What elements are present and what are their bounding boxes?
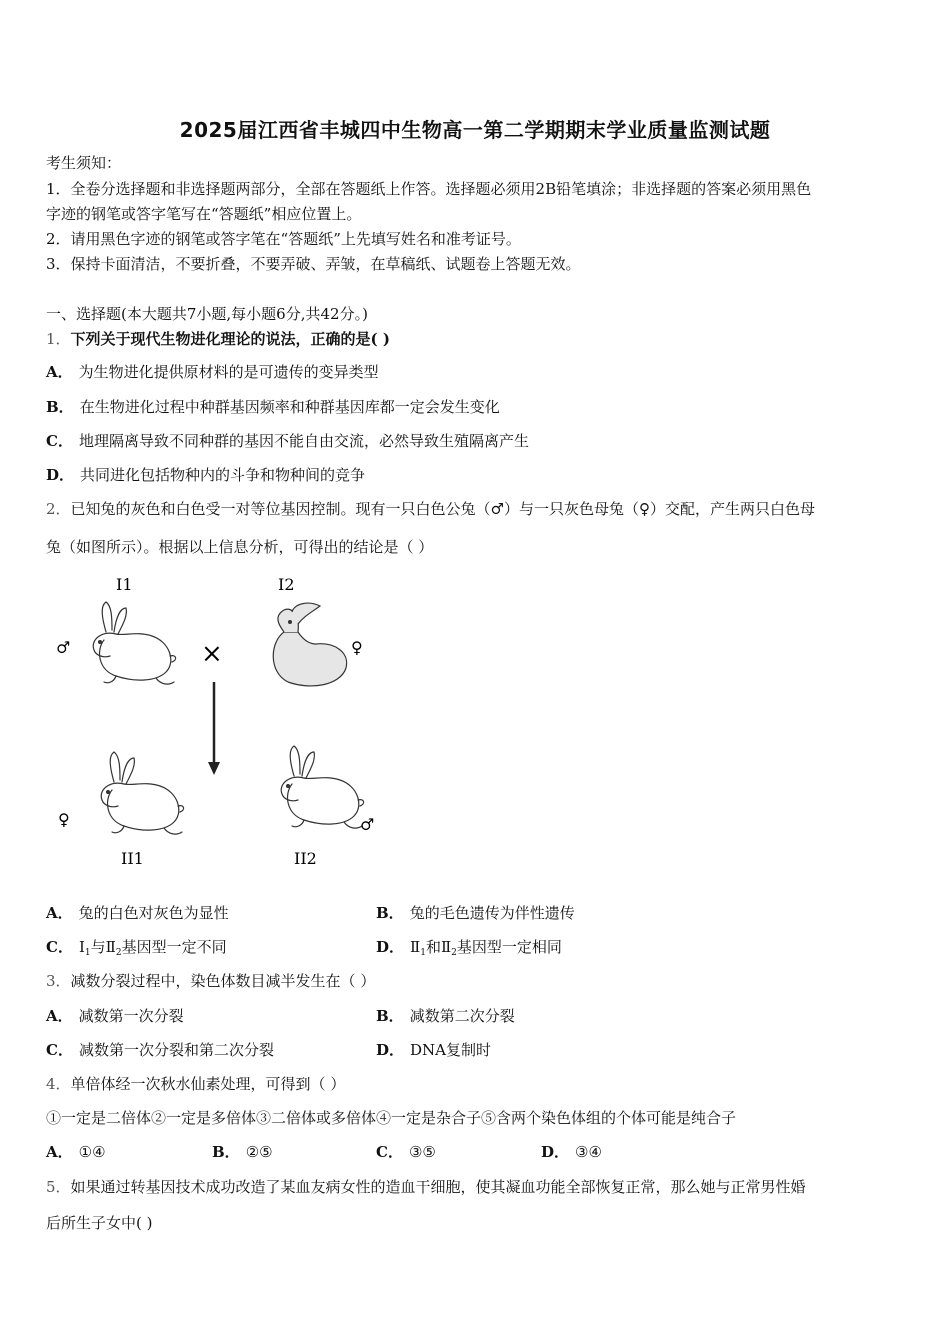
- q1-option-c: [46, 430, 529, 451]
- option-label: A．: [46, 1007, 73, 1025]
- option-text: ①④: [78, 1143, 106, 1161]
- white-rabbit-ii2: [281, 746, 363, 828]
- q2-option-c: [46, 936, 227, 958]
- notice-item-2: 2．请用黑色字迹的钢笔或答字笔在“答题纸”上先填写姓名和准考证号。: [46, 230, 521, 248]
- option-text: 地理隔离导致不同种群的基因不能自由交流，必然导致生殖隔离产生: [78, 432, 529, 450]
- question-1: [46, 328, 390, 349]
- male-symbol: ♂: [360, 815, 375, 834]
- q1-option-b: [46, 396, 500, 417]
- option-text: 减数第二次分裂: [409, 1007, 515, 1025]
- label-ii1: II1: [121, 849, 144, 868]
- q3-option-c: [46, 1039, 274, 1060]
- option-text: 共同进化包括物种内的斗争和物种间的竞争: [80, 466, 366, 484]
- question-stem: 减数分裂过程中，染色体数目减半发生在（ ）: [70, 972, 376, 990]
- option-text: 为生物进化提供原材料的是可遗传的变异类型: [78, 363, 379, 381]
- q4-option-a: [46, 1141, 106, 1162]
- q4-option-c: [376, 1141, 436, 1162]
- question-5-stem-line2: 后所生子女中( ): [46, 1214, 153, 1232]
- option-label: B．: [376, 1007, 404, 1025]
- rabbit-pedigree-figure: [46, 570, 406, 875]
- question-3: [46, 970, 375, 991]
- question-number: 4．: [46, 1075, 71, 1093]
- option-text: ③④: [575, 1143, 602, 1161]
- q4-statements: ①一定是二倍体②一定是多倍体③二倍体或多倍体④一定是杂合子⑤含两个染色体组的个体可能是纯合子: [46, 1109, 737, 1127]
- question-2: [46, 498, 815, 519]
- q3-option-b: [376, 1005, 515, 1026]
- question-2-stem-line2: 兔（如图所示）。根据以上信息分析，可得出的结论是（ ）: [46, 538, 434, 556]
- q1-option-d: [46, 464, 365, 485]
- option-label: B．: [376, 904, 404, 922]
- notice-item-1: 1．全卷分选择题和非选择题两部分，全部在答题纸上作答。选择题必须用2B铅笔填涂；非选择题的答案必须用黑色: [46, 180, 812, 198]
- question-number: 1．: [46, 330, 71, 348]
- option-label: C．: [46, 938, 73, 956]
- option-label: B．: [46, 398, 74, 416]
- white-rabbit-ii1: [101, 752, 183, 834]
- label-ii2: II2: [294, 849, 317, 868]
- q1-option-a: [46, 361, 379, 382]
- option-label: D．: [46, 466, 75, 484]
- option-text: 兔的毛色遗传为伴性遗传: [409, 904, 575, 922]
- label-i2: I2: [278, 575, 295, 594]
- option-text: 减数第一次分裂: [78, 1007, 184, 1025]
- option-label: D．: [376, 1041, 405, 1059]
- section-heading: 一、选择题(本大题共7小题,每小题6分,共42分。): [46, 305, 368, 323]
- option-text: ③⑤: [408, 1143, 436, 1161]
- option-text: 在生物进化过程中种群基因频率和种群基因库都一定会发生变化: [79, 398, 500, 416]
- q2-option-a: [46, 902, 229, 923]
- question-5: [46, 1176, 806, 1197]
- question-4: [46, 1073, 345, 1094]
- option-text: 基因型一定不同: [121, 938, 227, 956]
- option-label: B．: [212, 1143, 240, 1161]
- question-number: 2．: [46, 500, 71, 518]
- option-label: C．: [376, 1143, 403, 1161]
- q4-option-b: [212, 1141, 273, 1162]
- female-symbol: ♀: [58, 810, 70, 829]
- option-label: A．: [46, 363, 73, 381]
- option-text: 与Ⅱ: [90, 938, 116, 956]
- option-label: A．: [46, 904, 73, 922]
- subscript: 2: [451, 948, 457, 958]
- subscript: 1: [420, 948, 426, 958]
- q2-option-b: [376, 902, 575, 923]
- option-text: 基因型一定相同: [456, 938, 562, 956]
- question-stem: 下列关于现代生物进化理论的说法，正确的是( ): [70, 330, 390, 348]
- question-number: 3．: [46, 972, 71, 990]
- page-title: 2025届江西省丰城四中生物高一第二学期期末学业质量监测试题: [179, 118, 771, 142]
- notice-item-3: 3．保持卡面清洁，不要折叠，不要弄破、弄皱，在草稿纸、试题卷上答题无效。: [46, 255, 581, 273]
- label-i1: I1: [116, 575, 133, 594]
- cross-symbol: ×: [201, 639, 223, 669]
- q3-option-d: [376, 1039, 491, 1060]
- option-text: Ⅱ: [410, 938, 421, 956]
- female-symbol: ♀: [351, 638, 363, 657]
- option-label: D．: [541, 1143, 570, 1161]
- option-label: C．: [46, 432, 73, 450]
- white-rabbit-i1: [93, 602, 175, 684]
- option-label: D．: [376, 938, 405, 956]
- option-text: Ⅰ: [78, 938, 85, 956]
- question-stem: 单倍体经一次秋水仙素处理，可得到（ ）: [70, 1075, 346, 1093]
- arrow-down-icon: [208, 762, 220, 775]
- male-symbol: ♂: [56, 638, 71, 657]
- grey-rabbit-i2: [273, 603, 346, 686]
- option-text: ②⑤: [245, 1143, 273, 1161]
- option-text: 减数第一次分裂和第二次分裂: [78, 1041, 274, 1059]
- option-text: DNA复制时: [410, 1041, 491, 1059]
- question-stem-line1: 已知兔的灰色和白色受一对等位基因控制。现有一只白色公兔（♂）与一只灰色母兔（♀）交配，产生两只白色母: [70, 500, 815, 518]
- question-number: 5．: [46, 1178, 71, 1196]
- option-label: A．: [46, 1143, 73, 1161]
- q2-option-d: [376, 936, 562, 958]
- q4-option-d: [541, 1141, 602, 1162]
- option-text: 兔的白色对灰色为显性: [78, 904, 229, 922]
- option-text: 和Ⅱ: [425, 938, 452, 956]
- notice-heading: 考生须知：: [46, 154, 122, 172]
- question-stem-line1: 如果通过转基因技术成功改造了某血友病女性的造血干细胞，使其凝血功能全部恢复正常，那么她与正常男性婚: [70, 1178, 806, 1196]
- option-label: C．: [46, 1041, 73, 1059]
- notice-item-1-cont: 字迹的钢笔或答字笔写在“答题纸”相应位置上。: [46, 205, 362, 223]
- subscript: 1: [84, 948, 91, 958]
- subscript: 2: [115, 948, 122, 958]
- q3-option-a: [46, 1005, 184, 1026]
